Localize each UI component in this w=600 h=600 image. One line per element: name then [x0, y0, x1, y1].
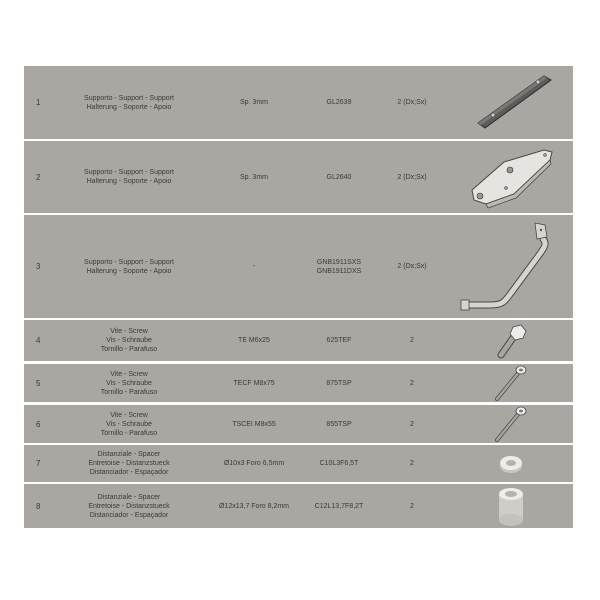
item-description: Vite - Screw Vis - Schraube Tornillo - Parafuso	[100, 328, 158, 353]
table-row	[24, 445, 573, 482]
item-spec: TSCEI M8x55	[232, 420, 276, 428]
item-description: Vite - Screw Vis - Schraube Tornillo - Parafuso	[100, 411, 158, 437]
item-spec: Sp. 3mm	[239, 99, 268, 106]
item-description: Distanziale - Spacer Entretoise - Distanzstueck Distanciador - Espaçador	[88, 451, 170, 476]
item-spec: TECF M8x75	[233, 379, 275, 387]
item-spec: Sp. 3mm	[239, 173, 268, 181]
item-quantity: 2 (Dx;Sx)	[397, 263, 427, 270]
item-quantity: 2	[410, 460, 414, 467]
item-description: Vite - Screw Vis - Schraube Tornillo - Parafuso	[100, 370, 158, 396]
item-code: 625TEF	[326, 337, 352, 344]
item-number: 6	[36, 419, 41, 429]
item-quantity: 2	[410, 379, 414, 387]
table-row	[24, 215, 573, 318]
item-number: 3	[36, 262, 41, 271]
item-image	[449, 320, 573, 361]
angled-bracket-icon	[456, 142, 566, 212]
item-description: Supporto - Support - Support Halterung - Soporte - Apoio	[84, 258, 174, 275]
item-number: 8	[36, 501, 41, 511]
item-code: GL2639	[326, 99, 352, 106]
item-quantity: 2	[410, 337, 414, 344]
item-spec: -	[252, 263, 256, 270]
item-code: 875TSP	[326, 379, 352, 387]
hex-bolt-icon	[491, 321, 531, 361]
item-number: 2	[36, 172, 41, 182]
item-code: GNB1911SXS GNB1911DXS	[316, 258, 362, 275]
table-row	[24, 141, 573, 213]
item-image	[449, 66, 573, 139]
flat-bracket-icon	[456, 68, 566, 138]
countersunk-screw-icon	[491, 405, 531, 443]
item-quantity: 2 (Dx;Sx)	[397, 99, 427, 106]
item-number: 7	[36, 459, 41, 468]
item-code: 855TSP	[326, 420, 352, 428]
table-row	[24, 320, 573, 361]
item-spec: TE M6x25	[238, 337, 270, 344]
item-code: GL2640	[326, 173, 352, 181]
item-image	[449, 141, 573, 213]
item-image	[449, 215, 573, 318]
item-quantity: 2	[410, 502, 414, 510]
table-row	[24, 364, 573, 402]
item-number: 4	[36, 336, 41, 345]
item-image	[449, 484, 573, 528]
bent-rod-support-icon	[451, 217, 571, 317]
item-number: 1	[36, 98, 41, 107]
tall-spacer-icon	[496, 484, 526, 528]
item-code: C10L3F6,5T	[319, 460, 359, 467]
item-number: 5	[36, 378, 41, 388]
countersunk-screw-icon	[491, 364, 531, 402]
item-description: Supporto - Support - Support Halterung - Soporte - Apoio	[84, 94, 174, 111]
table-row	[24, 66, 573, 139]
item-spec: Ø10x3 Foro 6,5mm	[223, 460, 285, 467]
item-image	[449, 445, 573, 482]
item-quantity: 2	[410, 420, 414, 428]
item-quantity: 2 (Dx;Sx)	[397, 173, 427, 181]
short-spacer-icon	[496, 449, 526, 479]
item-code: C12L13,7F8,2T	[314, 502, 364, 510]
table-row	[24, 484, 573, 528]
item-image	[449, 364, 573, 402]
item-spec: Ø12x13,7 Foro 8,2mm	[218, 502, 290, 510]
item-description: Supporto - Support - Support Halterung - Soporte - Apoio	[84, 169, 174, 185]
item-description: Distanziale - Spacer Entretoise - Distanzstueck Distanciador - Espaçador	[88, 493, 170, 519]
item-image	[449, 405, 573, 443]
table-row	[24, 405, 573, 443]
